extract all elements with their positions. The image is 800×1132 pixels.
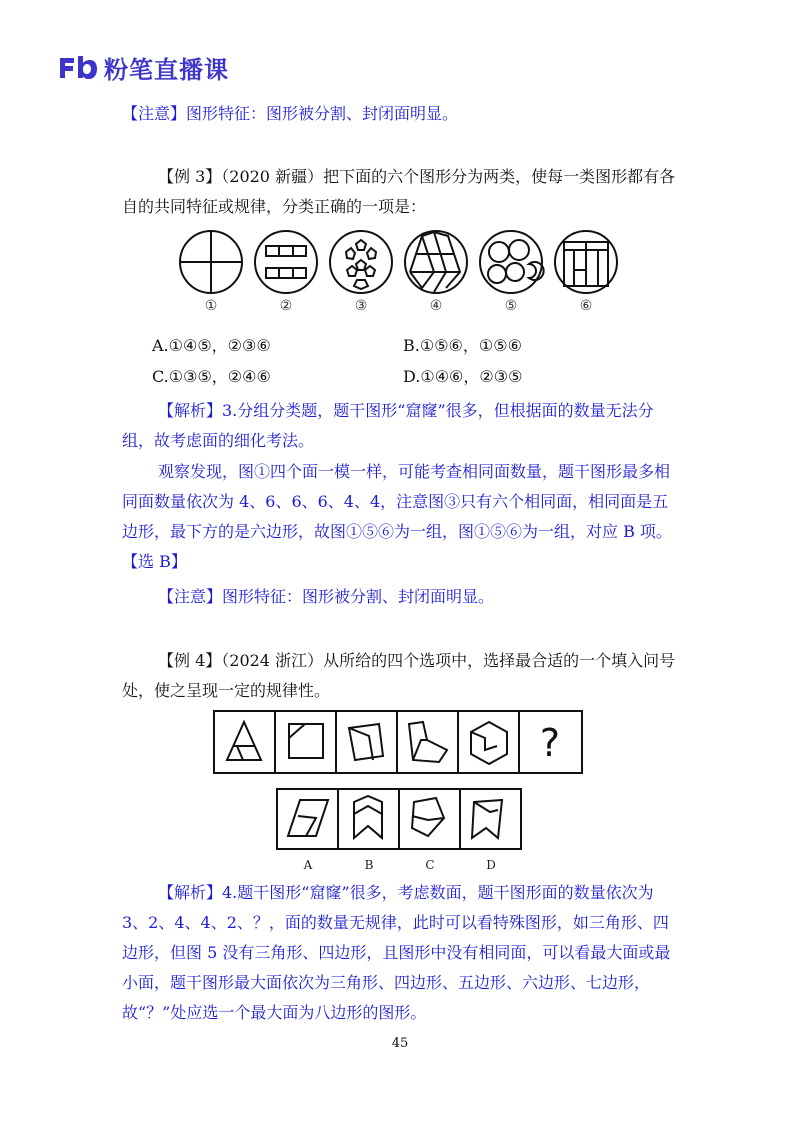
fb-logo-icon — [58, 54, 98, 80]
sequence-figure-3 — [349, 724, 383, 760]
example-4-sequence — [213, 710, 583, 778]
figure-4 — [405, 231, 467, 293]
note-2: 【注意】图形特征：图形被分割、封闭面明显。 — [158, 587, 495, 606]
option-label-b: B — [364, 858, 374, 872]
caption-2: ② — [279, 298, 293, 314]
brand-name: 粉笔直播课 — [104, 55, 229, 84]
figure-6 — [555, 231, 617, 293]
sequence-figure-4 — [409, 722, 447, 762]
example-3-figures — [176, 228, 636, 314]
option-figure-b — [354, 796, 382, 838]
option-c: C.①③⑤，②④⑥ — [152, 367, 271, 386]
example-3-analysis-2: 观察发现，图①四个面一模一样，可能考查相同面数量，题干图形最多相同面数量依次为 4、6、6、6、4、4，注意图③只有六个相同面，相同面是五边形，最下方的是六边形，故图①⑤⑥为一组，图①⑤⑥为一组，对应 B 项。【选 B】 — [122, 462, 672, 571]
option-figure-a — [288, 800, 328, 836]
option-label-a: A — [303, 858, 313, 872]
figure-3 — [330, 231, 392, 293]
sequence-figures — [213, 710, 583, 774]
example-4-analysis: 【解析】4.题干图形“窟窿”很多，考虑数面，题干图形面的数量依次为 3、2、4、4、2、？，面的数量无规律，此时可以看特殊图形，如三角形、四边形，但图 5 没有三角形、四边形，且图形中没有相同面，可以看最大面或最小面，题干图形最大面依次为三角形、四边形、五边形、六边形、七边形，故“？”处应选一个最大面为八边形的图形。 — [122, 883, 671, 1022]
caption-4: ④ — [429, 298, 443, 314]
caption-6: ⑥ — [579, 298, 593, 314]
option-b: B.①⑤⑥，①⑤⑥ — [403, 336, 522, 355]
figure-2 — [255, 231, 317, 293]
example-3-analysis-1: 【解析】3.分组分类题，题干图形“窟窿”很多，但根据面的数量无法分组，故考虑面的细化考法。 — [122, 401, 654, 450]
option-figure-d — [472, 800, 502, 838]
note-1: 【注意】图形特征：图形被分割、封闭面明显。 — [122, 104, 459, 123]
option-figure-c — [412, 798, 444, 836]
caption-3: ③ — [354, 298, 368, 314]
figure-5 — [480, 231, 544, 293]
question-mark: ? — [539, 721, 561, 765]
option-label-d: D — [486, 858, 496, 872]
example-4-options — [276, 788, 522, 854]
figure-circles — [176, 228, 636, 296]
sequence-figure-5 — [471, 722, 507, 764]
figure-1 — [180, 231, 242, 293]
caption-1: ① — [204, 298, 218, 314]
sequence-figure-1 — [227, 722, 261, 760]
option-figures — [276, 788, 522, 850]
page-number: 45 — [391, 1036, 409, 1051]
brand-logo — [58, 50, 229, 84]
example-4-question: 【例 4】（2024 浙江）从所给的四个选项中，选择最合适的一个填入问号处，使之呈现一定的规律性。 — [122, 651, 676, 700]
example-3-question: 【例 3】（2020 新疆）把下面的六个图形分为两类，使每一类图形都有各自的共同特征或规律，分类正确的一项是： — [122, 167, 676, 216]
sequence-figure-2 — [289, 724, 323, 758]
option-label-c: C — [425, 858, 435, 872]
option-d: D.①④⑥，②③⑤ — [403, 367, 523, 386]
caption-5: ⑤ — [504, 298, 518, 314]
option-a: A.①④⑤，②③⑥ — [152, 336, 271, 355]
